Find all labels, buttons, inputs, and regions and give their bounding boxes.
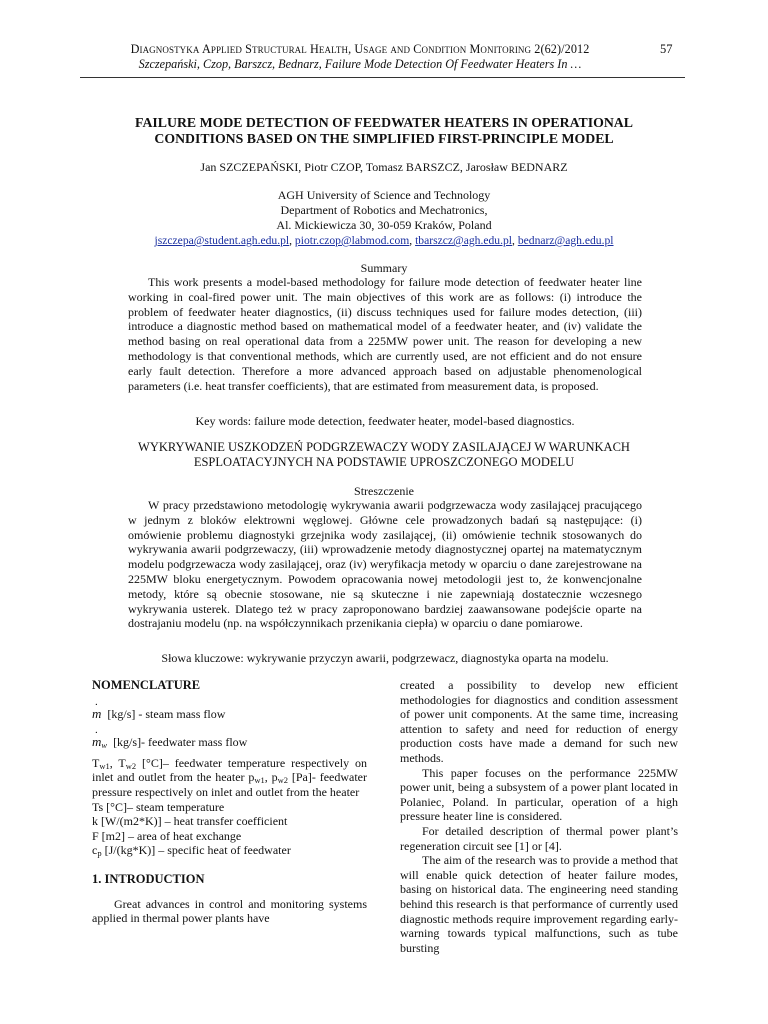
email-link-barszcz[interactable]: tbarszcz@agh.edu.pl bbox=[415, 234, 513, 247]
polish-title-line-2: ESPLOATACYJNYCH NA PODSTAWIE UPROSZCZONEGO MODELU bbox=[193, 455, 575, 469]
email-separator: , bbox=[289, 234, 295, 247]
polish-summary-heading: Streszczenie bbox=[354, 484, 414, 498]
symbol-m-dot: . m bbox=[92, 707, 101, 722]
page-number: 57 bbox=[660, 42, 673, 56]
short-reference: Szczepański, Czop, Barszcz, Bednarz, Failure Mode Detection Of Feedwater Heaters In … bbox=[138, 57, 582, 71]
introduction-heading: 1. INTRODUCTION bbox=[92, 871, 205, 886]
introduction-paragraph-1: Great advances in control and monitoring systems applied in thermal power plants have bbox=[92, 896, 367, 926]
nomenclature-item-steam-flow bbox=[92, 707, 367, 722]
right-paragraph-3: For detailed description of thermal power plant’s regeneration circuit see [1] or [4]. bbox=[400, 823, 678, 853]
header-divider bbox=[80, 77, 685, 78]
email-separator: , bbox=[512, 234, 518, 247]
right-column bbox=[400, 678, 678, 955]
nomenclature-desc: [kg/s]- feedwater mass flow bbox=[113, 735, 248, 750]
affiliation-line-3: Al. Mickiewicza 30, 30-059 Kraków, Poland bbox=[276, 218, 492, 232]
email-list bbox=[92, 233, 676, 248]
polish-title-line-1: WYKRYWANIE USZKODZEŃ PODGRZEWACZY WODY ZASILAJĄCEJ W WARUNKACH bbox=[138, 440, 630, 454]
summary-text: This work presents a model-based methodology for failure mode detection of feedwater heater line working in coal-fired power unit. The main objectives of this work are as follows: (i) introduce the problem of feedwater heater diagnostics, (ii) discuss techniques used for failure modes detection, (iii) introduce a diagnostic method based on mathematical model of a feedwater heater, and (iv) validate the method basing on real operational data from a 225MW power unit. The reason for developing a new methodology is that conventional methods, which are currently used, are not efficient and do not ensure early fault detection. Therefore a more advanced approach based on adjustable phenomenological parameters (i.e. heat transfer coefficients), that are estimated from measurement data, is proposed. bbox=[128, 275, 642, 393]
right-paragraph-2: This paper focuses on the performance 225MW power unit, being a subsystem of a power plant located in Polaniec, Poland. In particular, operation of a high pressure heater line is considered. bbox=[400, 765, 678, 824]
right-paragraph-4: The aim of the research was to provide a method that will enable quick detection of heater failure modes, basing on historical data. The engineering need standing behind this research is that performance of currently used diagnostic methods require improvement regarding early-warning towards typical malfunctions, such as tube bursting bbox=[400, 853, 678, 955]
nomenclature-item-temperature-pressure: $T_{w1}$, $T_{w2}$ [°C]– feedwater temperature respectively on inlet and outlet from the heater $p_{w1}$, $p_{w2}$ [Pa]- feedwater pressure respectively on inlet and outlet from the heater bbox=[92, 755, 367, 799]
email-link-szczepanski[interactable]: jszczepa@student.agh.edu.pl bbox=[154, 234, 290, 247]
nomenclature-item-heat-transfer: k [W/(m2*K)] – heat transfer coefficient bbox=[92, 814, 288, 829]
nomenclature-item-feedwater-flow bbox=[92, 735, 367, 750]
nomenclature-heading: NOMENCLATURE bbox=[92, 678, 201, 692]
affiliation-line-2: Department of Robotics and Mechatronics, bbox=[280, 203, 488, 217]
summary-keywords: Key words: failure mode detection, feedwater heater, model-based diagnostics. bbox=[195, 414, 575, 428]
polish-keywords: Słowa kluczowe: wykrywanie przyczyn awarii, podgrzewacz, diagnostyka oparta na modelu. bbox=[161, 651, 609, 665]
nomenclature-desc: [kg/s] - steam mass flow bbox=[107, 706, 226, 721]
right-paragraph-1: created a possibility to develop new efficient methodologies for diagnostics and condition assessment of power unit components. At the same time, increasing attention to safety and need for reduction of energy production costs have made a demand for such new methods. bbox=[400, 678, 678, 765]
polish-summary-text: W pracy przedstawiono metodologię wykrywania awarii podgrzewacza wody zasilającej pracującego w jednym z bloków elektrowni węglowej. Główne cele prowadzonych badań są następujące: (i) omówienie problemu diagnostyki grzejnika wody zasilającej, (ii) omówienie technik stosowanych do wykrywania awarii podgrzewaczy, (iii) wprowadzenie metody diagnostycznej opartej na matematycznym modelu podgrzewacza wody zasilającej, oraz (iv) weryfikacja metody w oparciu o dane zarejestrowane na 225MW bloku energetycznym. Powodem opracowania nowej metodologii jest to, że konwencjonalne metody, które są obecnie stosowane, nie są skuteczne i nie zapewniają dostatecznie wczesnego wykrywania usterek. Dlatego też w pracy zaproponowano bardziej zaawansowane podejście oparte na dostrajaniu modelu (np. na współczynnikach przenikania ciepła) w oparciu o dane pomiarowe. bbox=[128, 498, 642, 631]
symbol-mw-dot: . $m_w$ bbox=[92, 735, 107, 750]
left-column bbox=[92, 678, 367, 926]
email-link-czop[interactable]: piotr.czop@labmod.com bbox=[294, 234, 410, 247]
email-link-bednarz[interactable]: bednarz@agh.edu.pl bbox=[517, 234, 614, 247]
email-separator: , bbox=[409, 234, 416, 247]
running-header bbox=[80, 42, 640, 72]
author-list: Jan SZCZEPAŃSKI, Piotr CZOP, Tomasz BARSZCZ, Jarosław BEDNARZ bbox=[200, 160, 568, 174]
affiliation-line-1: AGH University of Science and Technology bbox=[277, 188, 491, 202]
nomenclature-item-area: F [m2] – area of heat exchange bbox=[92, 828, 242, 843]
affiliation bbox=[92, 188, 676, 233]
summary-heading: Summary bbox=[360, 261, 408, 275]
nomenclature-item-specific-heat: $c_p$ [J/(kg*K)] – specific heat of feedwater bbox=[92, 843, 291, 859]
title-line-1: FAILURE MODE DETECTION OF FEEDWATER HEATERS IN OPERATIONAL bbox=[135, 115, 633, 130]
journal-name: Diagnostyka Applied Structural Health, Usage and Condition Monitoring 2(62)/2012 bbox=[130, 42, 590, 56]
polish-title bbox=[110, 440, 658, 470]
title-line-2: CONDITIONS BASED ON THE SIMPLIFIED FIRST-PRINCIPLE MODEL bbox=[154, 131, 614, 146]
paper-title bbox=[92, 115, 676, 147]
nomenclature-item-steam-temp: Ts [°C]– steam temperature bbox=[92, 799, 225, 814]
